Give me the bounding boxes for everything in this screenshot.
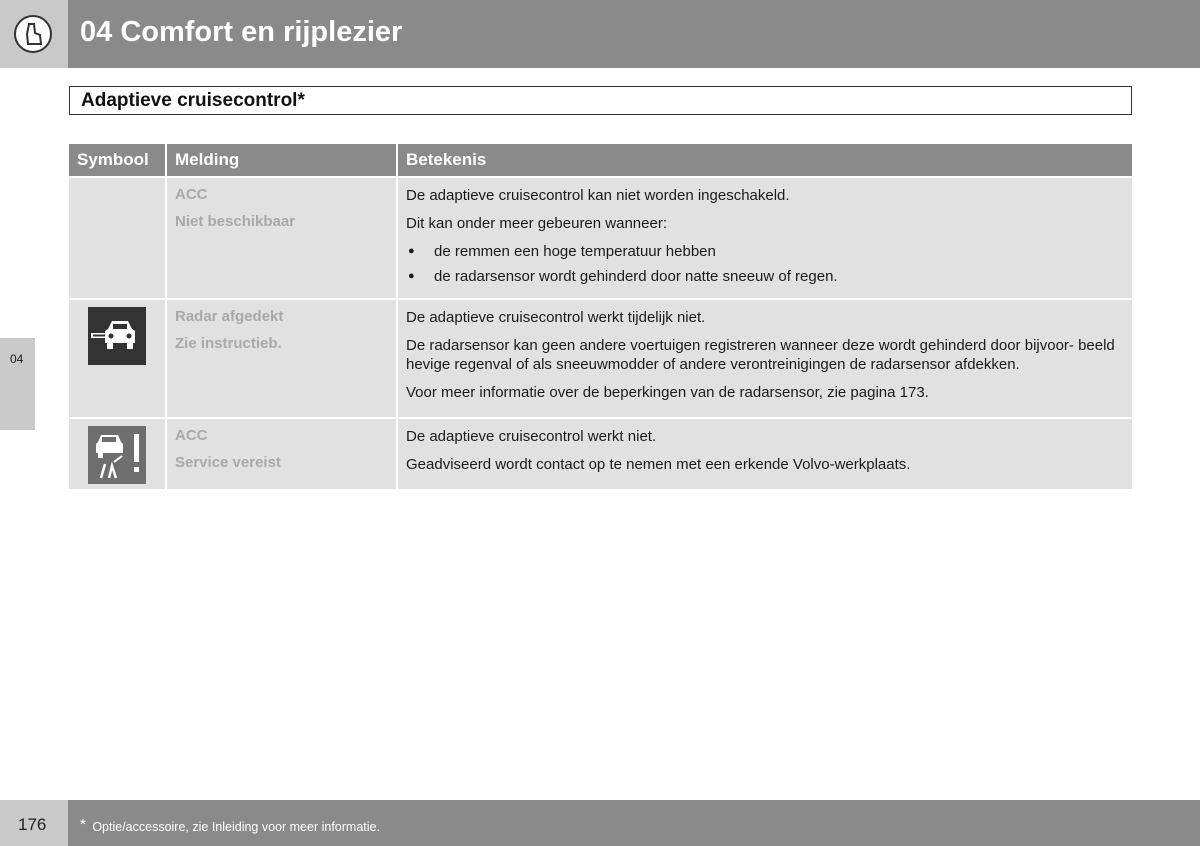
meaning-text: De radarsensor kan geen andere voertuigen registreren wanneer deze wordt gehinderd door bijvoor- beeld hevige regenval of als sneeuwmodder of andere verontreinigingen de radarsensor afdekken.: [406, 337, 1115, 373]
footnote-star: *: [80, 816, 86, 833]
chapter-side-tab: [0, 338, 35, 430]
seat-icon: [14, 15, 52, 53]
message-line: Radar afgedekt: [175, 308, 284, 325]
table-row: [69, 298, 1132, 417]
meaning-cell: [398, 417, 1132, 489]
footnote: [80, 818, 380, 835]
service-warning-icon: [88, 426, 146, 484]
message-line: Service vereist: [175, 454, 281, 471]
chapter-title: 04 Comfort en rijplezier: [80, 16, 403, 48]
header-left-block: [0, 0, 68, 68]
symbol-cell: [69, 298, 167, 417]
table-header-row: [69, 144, 1132, 176]
message-cell: [167, 176, 398, 298]
message-line: ACC: [175, 186, 208, 203]
message-cell: [167, 298, 398, 417]
symbol-cell: [69, 417, 167, 489]
chapter-header: [68, 0, 1200, 68]
message-line: Niet beschikbaar: [175, 213, 296, 230]
header-meaning: Betekenis: [398, 144, 1132, 176]
list-item: ● de radarsensor wordt gehinderd door natte sneeuw of regen.: [406, 267, 1124, 286]
footer-left-block: [0, 800, 68, 846]
meaning-text: Geadviseerd wordt contact op te nemen met een erkende Volvo-werkplaats.: [406, 456, 911, 473]
bullet-list: [406, 242, 1124, 286]
message-line: ACC: [175, 427, 208, 444]
meaning-text: Voor meer informatie over de beperkingen van de radarsensor, zie pagina 173.: [406, 384, 929, 401]
message-cell: [167, 417, 398, 489]
footer-bar: [68, 800, 1200, 846]
footnote-text: Optie/accessoire, zie Inleiding voor meer informatie.: [92, 820, 380, 834]
meaning-cell: [398, 298, 1132, 417]
table-row: [69, 417, 1132, 489]
message-line: Zie instructieb.: [175, 335, 282, 352]
radar-covered-icon: [88, 307, 146, 365]
meaning-text: Dit kan onder meer gebeuren wanneer:: [406, 215, 667, 232]
header-message: Melding: [167, 144, 398, 176]
section-title-box: [69, 86, 1132, 115]
symbol-cell-empty: [69, 176, 167, 298]
message-table: [69, 144, 1132, 489]
meaning-text: De adaptieve cruisecontrol werkt tijdelijk niet.: [406, 309, 706, 326]
page-number: 176: [18, 815, 47, 834]
side-tab-label: 04: [10, 352, 24, 366]
table-row: [69, 176, 1132, 298]
meaning-cell: [398, 176, 1132, 298]
meaning-text: De adaptieve cruisecontrol werkt niet.: [406, 428, 657, 445]
list-item: ● de remmen een hoge temperatuur hebben: [406, 242, 1124, 261]
header-symbol: Symbool: [69, 144, 167, 176]
meaning-text: De adaptieve cruisecontrol kan niet worden ingeschakeld.: [406, 187, 790, 204]
section-title: Adaptieve cruisecontrol*: [81, 90, 305, 111]
